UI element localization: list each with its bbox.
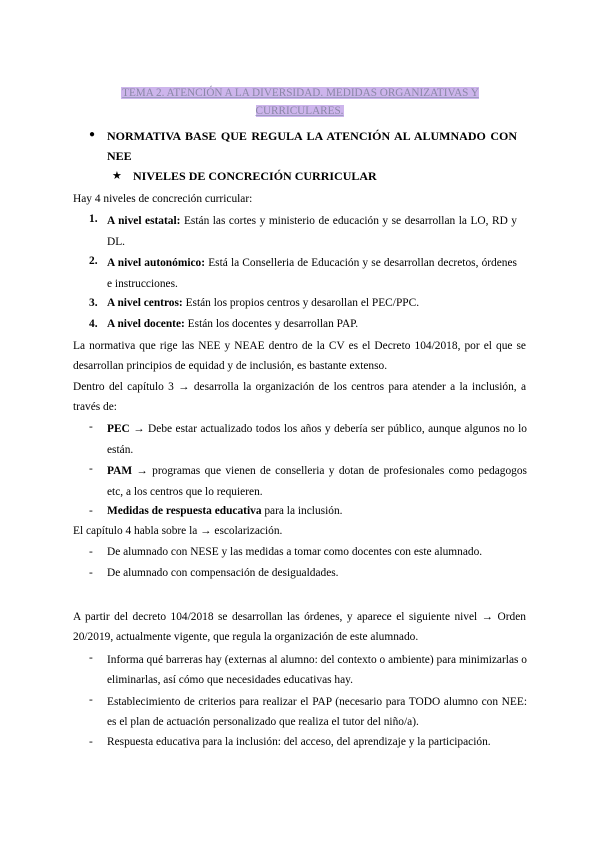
level-label: A nivel autonómico: — [107, 257, 206, 269]
list-item — [107, 253, 517, 295]
list-item — [107, 503, 343, 519]
list-number: 1. — [89, 213, 98, 225]
item-label: PAM — [107, 465, 133, 477]
list-number: 3. — [89, 297, 98, 309]
intro-text: Hay 4 niveles de concreción curricular: — [73, 193, 253, 205]
dash-bullet: - — [89, 736, 93, 748]
title-text: TEMA 2. ATENCIÓN A LA DIVERSIDAD. MEDIDAS ORGANIZATIVAS Y CURRICULARES. — [122, 87, 479, 117]
level-text: Está la Conselleria de Educación y se desarrollan decretos, órdenes e instrucciones. — [107, 257, 517, 290]
level-label: A nivel centros: — [107, 297, 183, 309]
subsection-heading: NIVELES DE CONCRECIÓN CURRICULAR — [133, 169, 377, 183]
list-item: De alumnado con compensación de desigualdades. — [107, 567, 339, 579]
level-label: A nivel estatal: — [107, 215, 181, 227]
paragraph: El capítulo 4 habla sobre la → escolarización. — [73, 525, 283, 537]
dash-bullet: - — [89, 546, 93, 558]
dash-bullet: - — [89, 421, 93, 433]
list-item: Establecimiento de criterios para realizar el PAP (necesario para TODO alumno con NEE: es el plan de actuación personalizado que realiza el tutor del niño/a). — [107, 696, 527, 728]
item-text: → Debe estar actualizado todos los años y debería ser público, aunque algunos no lo están. — [107, 423, 527, 456]
list-item: Informa qué barreras hay (externas al alumno: del contexto o ambiente) para minimizarlas o eliminarlas, así cómo que necesidades educativas hay. — [107, 654, 527, 686]
paragraph: La normativa que rige las NEE y NEAE dentro de la CV es el Decreto 104/2018, por el que se desarrollan principios de equidad y de inclusión, es bastante extenso. — [73, 340, 526, 372]
dash-bullet: - — [89, 463, 93, 475]
star-icon: ★ — [112, 170, 122, 182]
list-item — [107, 419, 527, 461]
item-text: → programas que vienen de conselleria y dotan de profesionales como pedagogos etc, a los centros que lo requieren. — [107, 465, 527, 498]
paragraph: A partir del decreto 104/2018 se desarrollan las órdenes, y aparece el siguiente nivel → Orden 20/2019, actualmente vigente, que regula la organización de este alumnado. — [73, 611, 526, 643]
level-text: Están los propios centros y desarollan el PEC/PPC. — [182, 297, 420, 309]
level-label: A nivel docente: — [107, 318, 185, 330]
level-text: Están las cortes y ministerio de educación y se desarrollan la LO, RD y DL. — [107, 215, 517, 248]
list-item: De alumnado con NESE y las medidas a tomar como docentes con este alumnado. — [107, 546, 483, 558]
item-text: para la inclusión. — [261, 505, 343, 517]
item-label: Medidas de respuesta educativa — [107, 505, 262, 517]
list-item — [107, 211, 517, 253]
bullet-icon: ● — [89, 129, 96, 140]
document-title — [96, 84, 504, 120]
paragraph: Dentro del capítulo 3 → desarrolla la organización de los centros para atender a la inclusión, a través de: — [73, 381, 526, 413]
list-number: 2. — [89, 255, 98, 267]
level-text: Están los docentes y desarrollan PAP. — [184, 318, 359, 330]
list-item — [107, 461, 527, 503]
list-item: Respuesta educativa para la inclusión: del acceso, del aprendizaje y la participación. — [107, 736, 491, 748]
item-label: PEC — [107, 423, 130, 435]
list-number: 4. — [89, 318, 98, 330]
list-item — [107, 316, 358, 332]
dash-bullet: - — [89, 652, 93, 664]
dash-bullet: - — [89, 694, 93, 706]
list-item — [107, 295, 419, 311]
dash-bullet: - — [89, 567, 93, 579]
section-heading: NORMATIVA BASE QUE REGULA LA ATENCIÓN AL ALUMNADO CON NEE — [107, 129, 517, 163]
dash-bullet: - — [89, 505, 93, 517]
